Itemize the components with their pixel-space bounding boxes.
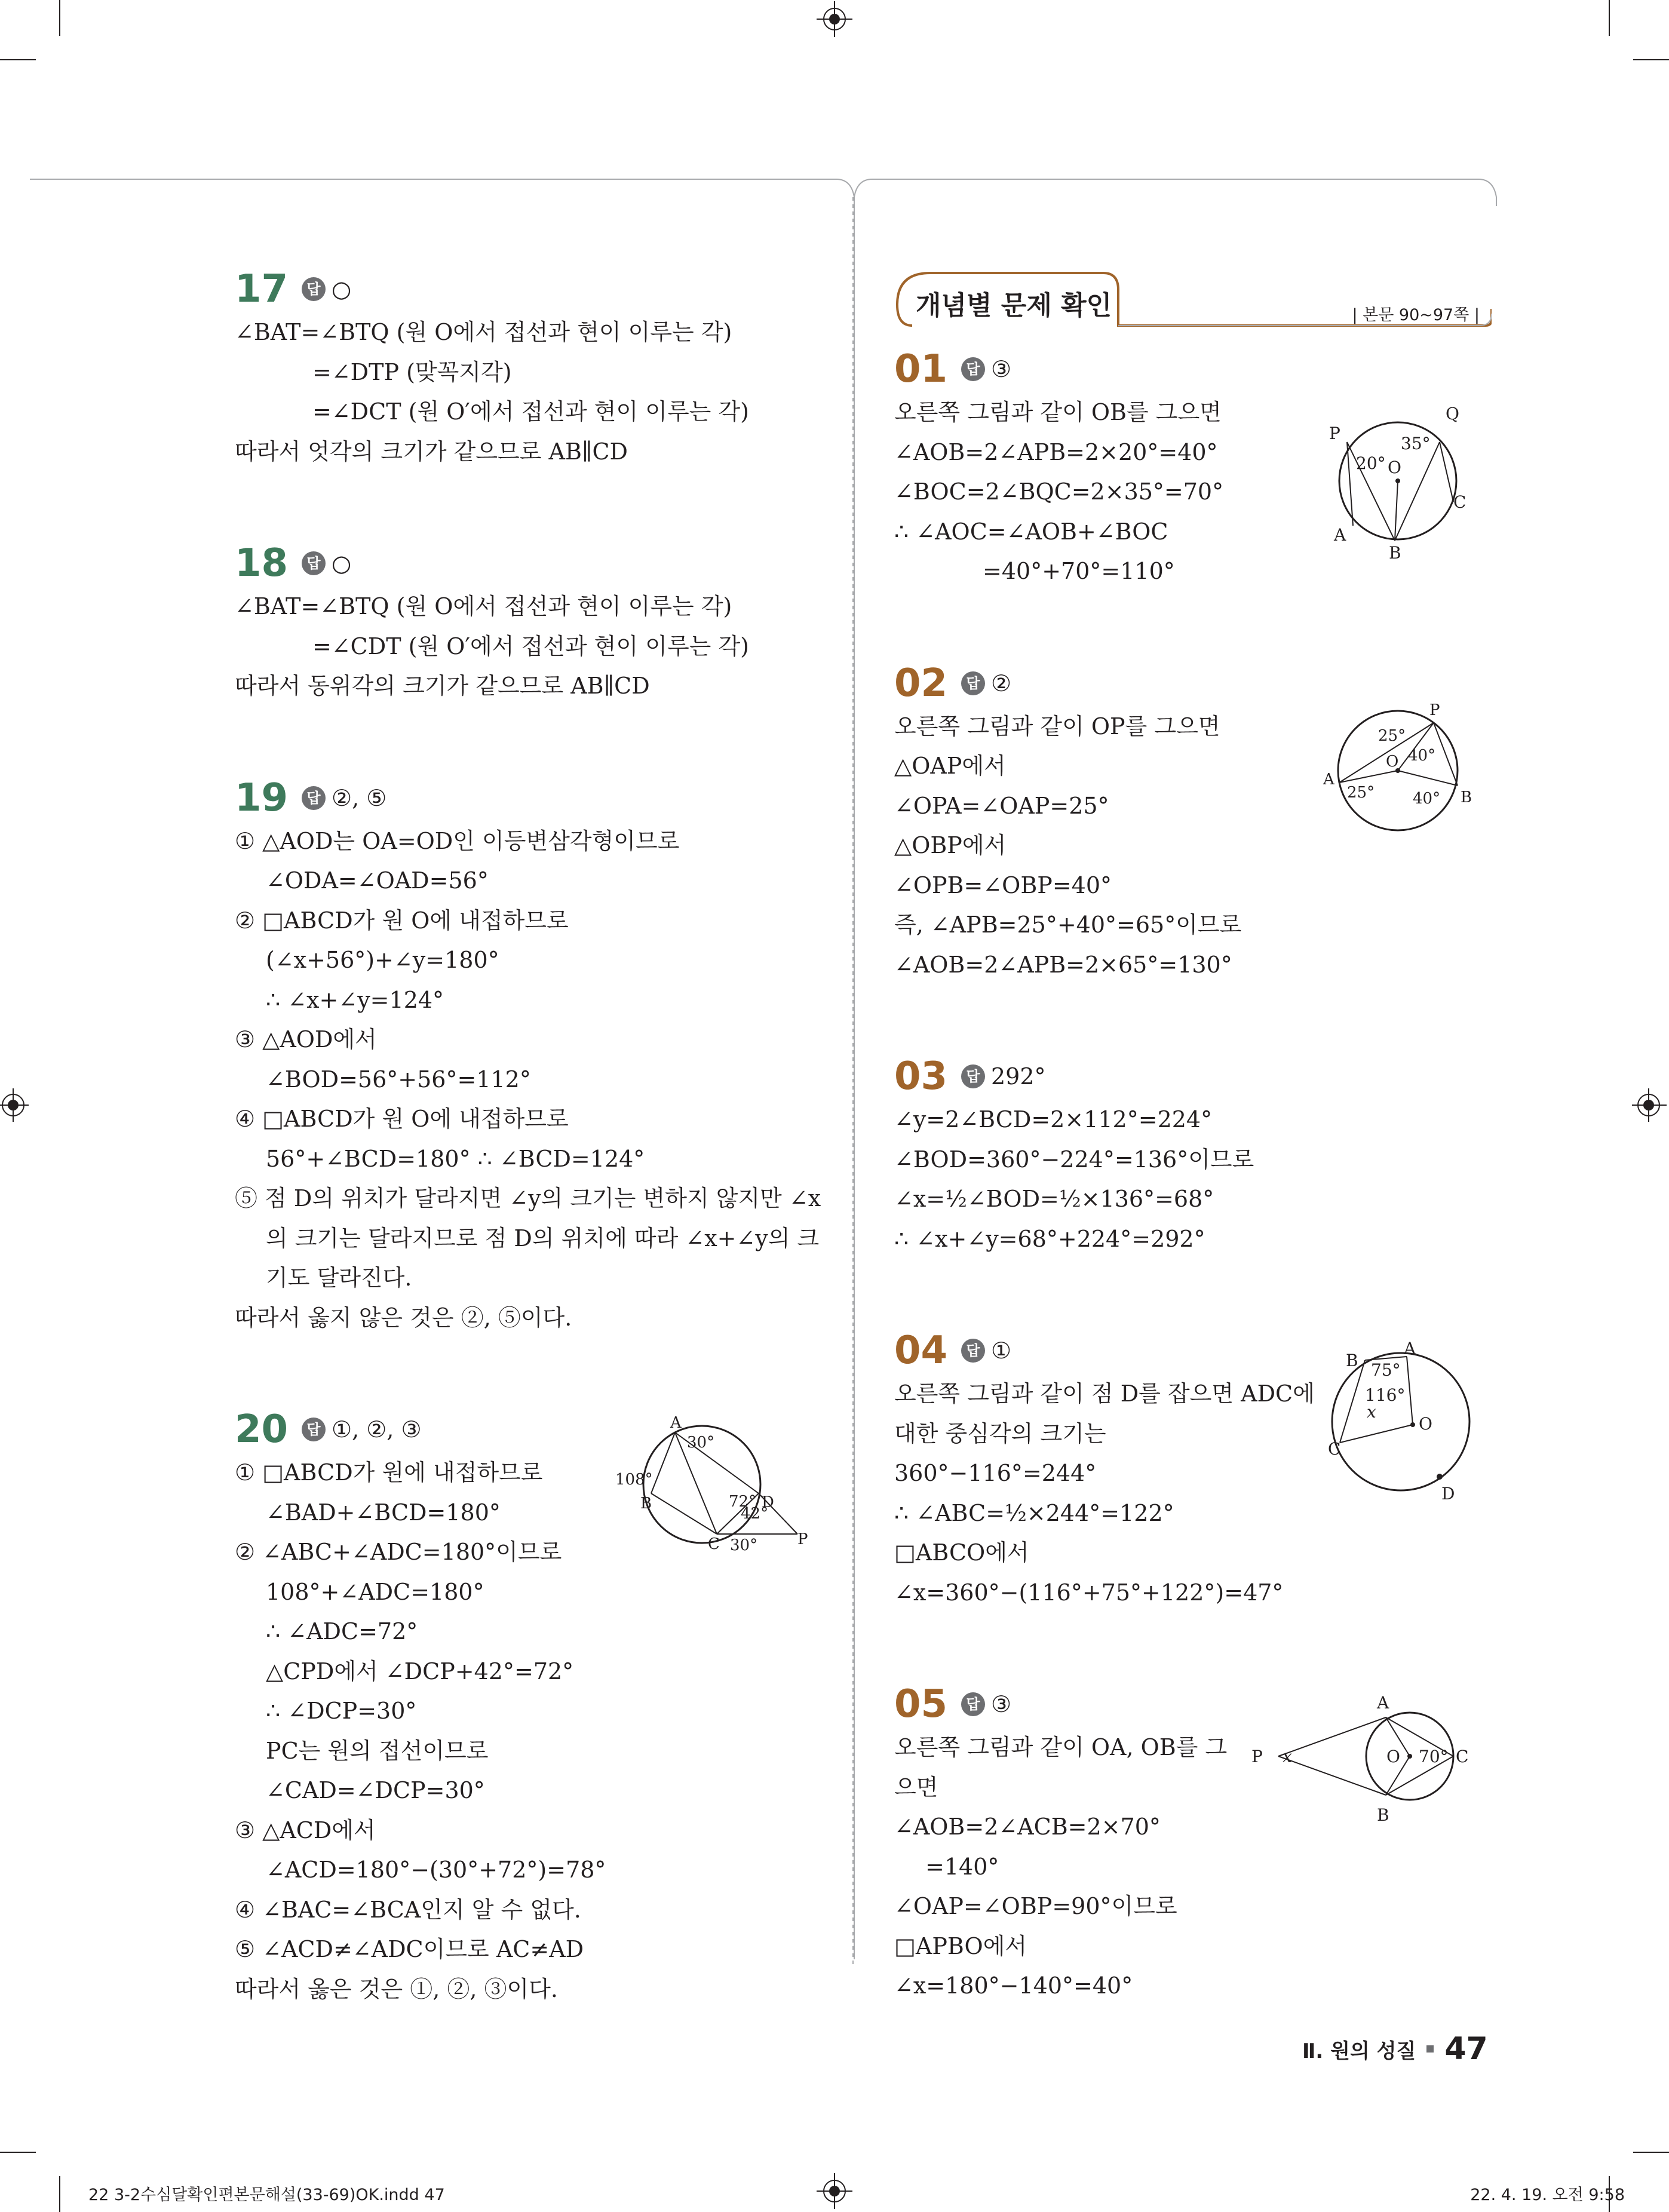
figure-label: x <box>1283 1747 1292 1766</box>
problem-number: 18 <box>235 541 289 585</box>
solution-line: ∠BAT=∠BTQ (원 O에서 접선과 현이 이루는 각) <box>235 319 732 345</box>
figure-label: A <box>1334 525 1346 545</box>
problem-18 <box>235 540 832 706</box>
solution-line: ∠ACD=180°−(30°+72°)=78° <box>266 1857 606 1883</box>
solution-line: 56°+∠BCD=180° ∴ ∠BCD=124° <box>266 1145 645 1172</box>
solution-line: ∠OAP=∠OBP=90°이므로 <box>894 1893 1177 1919</box>
answer-badge-icon: 답 <box>961 1339 985 1363</box>
figure-label: 40° <box>1408 747 1436 765</box>
solution-line: □APBO에서 <box>894 1932 1027 1959</box>
chapter-separator <box>1426 2045 1434 2053</box>
figure-label: B <box>1346 1351 1358 1370</box>
solution-line: ∴ ∠AOC=∠AOB+∠BOC <box>894 518 1168 545</box>
solution-line: ∠ODA=∠OAD=56° <box>266 867 489 894</box>
problem-header <box>235 775 832 821</box>
figure-label: 70° <box>1419 1747 1449 1766</box>
solution-line: △OAP에서 <box>894 753 1006 779</box>
figure-label: O <box>1388 458 1401 477</box>
solution-line: 의 크기는 달라지므로 점 D의 위치에 따라 ∠x+∠y의 크 <box>266 1225 820 1251</box>
solution-line: ∴ ∠ABC=½×244°=122° <box>894 1499 1174 1526</box>
answer-value: ①, ②, ③ <box>332 1416 422 1443</box>
answer-badge-icon: 답 <box>302 551 326 575</box>
solution-line: =40°+70°=110° <box>983 558 1175 584</box>
solution-line: ∠BAT=∠BTQ (원 O에서 접선과 현이 이루는 각) <box>235 593 732 619</box>
figure-label: 25° <box>1378 727 1406 745</box>
figure-01 <box>1323 406 1478 562</box>
solution-line: ∠BOC=2∠BQC=2×35°=70° <box>894 478 1224 505</box>
solution-line: ∠x=360°−(116°+75°+122°)=47° <box>894 1579 1284 1606</box>
answer-value: ① <box>991 1337 1012 1364</box>
problem-number: 19 <box>235 775 289 820</box>
solution-line: ③ △ACD에서 <box>235 1817 376 1843</box>
solution-line: 오른쪽 그림과 같이 점 D를 잡으면 ADC에 <box>894 1380 1315 1407</box>
solution-line: ∠OPB=∠OBP=40° <box>894 872 1112 898</box>
figure-label: A <box>670 1414 682 1432</box>
solution-line: 오른쪽 그림과 같이 OA, OB를 그 <box>894 1734 1228 1760</box>
problem-header <box>235 540 832 587</box>
answer-value: ○ <box>332 276 352 302</box>
solution-line: ∠AOB=2∠APB=2×20°=40° <box>894 438 1218 465</box>
solution-line: 따라서 엇각의 크기가 같으므로 AB∥CD <box>235 438 628 465</box>
solution-line: PC는 원의 접선이므로 <box>266 1737 489 1764</box>
solution-line: △CPD에서 ∠DCP+42°=72° <box>266 1658 574 1685</box>
problem-number: 20 <box>235 1407 289 1452</box>
solution-line: 360°−116°=244° <box>894 1460 1097 1486</box>
page-number: 47 <box>1444 2031 1488 2067</box>
figure-label: A <box>1323 771 1334 789</box>
figure-label: P <box>1329 424 1340 443</box>
problem-number: 04 <box>894 1329 948 1373</box>
solution-line: ∠AOB=2∠ACB=2×70° <box>894 1814 1161 1840</box>
figure-label: 20° <box>1356 453 1386 473</box>
solution-line: ∠BAD+∠BCD=180° <box>266 1499 501 1526</box>
solution-line: 즉, ∠APB=25°+40°=65°이므로 <box>894 912 1242 938</box>
answer-badge-icon: 답 <box>961 1692 985 1716</box>
solution-line: 따라서 옳은 것은 ①, ②, ③이다. <box>235 1975 559 2002</box>
problem-number: 17 <box>235 267 289 311</box>
problem-number: 05 <box>894 1682 948 1726</box>
banner-title: 개념별 문제 확인 <box>916 290 1112 321</box>
figure-label: B <box>1461 789 1472 806</box>
solution-line: =140° <box>925 1853 999 1880</box>
figure-label: 30° <box>687 1434 715 1452</box>
figure-02 <box>1323 696 1478 845</box>
figure-label: A <box>1404 1339 1416 1358</box>
figure-label: B <box>1377 1805 1389 1825</box>
answer-value: ③ <box>991 1691 1012 1717</box>
solution-line: ① □ABCD가 원에 내접하므로 <box>235 1459 543 1486</box>
figure-label: C <box>1456 1747 1469 1766</box>
solution-line: ④ □ABCD가 원 O에 내접하므로 <box>235 1106 569 1132</box>
figure-label: A <box>1377 1693 1389 1713</box>
solution-line: =∠DTP (맞꼭지각) <box>312 358 512 385</box>
solution-line: 오른쪽 그림과 같이 OB를 그으면 <box>894 399 1222 425</box>
solution-line: ∠BOD=360°−224°=136°이므로 <box>894 1146 1254 1173</box>
solution-line: ③ △AOD에서 <box>235 1026 377 1053</box>
figure-label: D <box>1441 1484 1455 1504</box>
solution-line: ① △AOD는 OA=OD인 이등변삼각형이므로 <box>235 827 680 854</box>
solution-line: ④ ∠BAC=∠BCA인지 알 수 없다. <box>235 1896 581 1923</box>
solution-line: ② □ABCD가 원 O에 내접하므로 <box>235 907 569 934</box>
figure-label: O <box>1419 1414 1432 1434</box>
print-date-label: 22. 4. 19. 오전 9:58 <box>1470 2186 1625 2204</box>
answer-badge-icon: 답 <box>961 671 985 695</box>
figure-label: C <box>1453 492 1466 512</box>
solution-line: 따라서 옳지 않은 것은 ②, ⑤이다. <box>235 1304 572 1331</box>
solution-line: ∴ ∠DCP=30° <box>266 1698 417 1724</box>
figure-label: P <box>1429 701 1440 719</box>
figure-label: B <box>1389 543 1401 562</box>
solution-line: 108°+∠ADC=180° <box>266 1578 484 1605</box>
figure-20 <box>615 1410 818 1559</box>
solution-line: 으면 <box>894 1774 938 1800</box>
figure-label: x <box>1367 1402 1376 1422</box>
page-footer <box>1302 2031 1488 2067</box>
problem-17 <box>235 266 832 471</box>
solution-line: □ABCO에서 <box>894 1539 1029 1566</box>
figure-label: C <box>1328 1439 1341 1459</box>
figure-label: 42° <box>741 1505 769 1523</box>
figure-label: Q <box>1446 406 1459 424</box>
figure-label: O <box>1386 753 1399 771</box>
figure-label: C <box>708 1535 720 1553</box>
solution-line: ② ∠ABC+∠ADC=180°이므로 <box>235 1539 562 1565</box>
solution-line: ∠x=½∠BOD=½×136°=68° <box>894 1186 1214 1212</box>
solution-line: =∠CDT (원 O′에서 접선과 현이 이루는 각) <box>312 633 749 659</box>
problem-header <box>235 266 832 312</box>
answer-badge-icon: 답 <box>961 1064 985 1088</box>
concept-banner <box>894 266 1492 339</box>
chapter-title: Ⅱ. 원의 성질 <box>1302 2039 1416 2063</box>
figure-label: 25° <box>1347 784 1375 802</box>
answer-value: ②, ⑤ <box>332 784 387 811</box>
solution-line: ⑤ 점 D의 위치가 달라지면 ∠y의 크기는 변하지 않지만 ∠x <box>235 1185 821 1211</box>
left-column <box>235 266 832 2009</box>
figure-label: D <box>762 1493 774 1511</box>
solution-line: ∠OPA=∠OAP=25° <box>894 792 1109 819</box>
problem-19 <box>235 775 832 1338</box>
figure-label: 72° <box>729 1493 757 1511</box>
problem-03 <box>894 1053 1492 1259</box>
answer-value: ○ <box>332 550 352 576</box>
solution-line: ∴ ∠x+∠y=68°+224°=292° <box>894 1225 1205 1252</box>
figure-label: 30° <box>730 1536 758 1554</box>
solution-line: ∴ ∠x+∠y=124° <box>266 986 444 1013</box>
solution-line: 대한 중심각의 크기는 <box>894 1420 1106 1447</box>
solution-line: =∠DCT (원 O′에서 접선과 현이 이루는 각) <box>312 398 749 425</box>
problem-header <box>894 1053 1492 1100</box>
problem-number: 01 <box>894 347 948 391</box>
solution-line: (∠x+56°)+∠y=180° <box>266 947 499 973</box>
figure-label: O <box>1386 1747 1400 1766</box>
figure-label: B <box>640 1495 652 1512</box>
figure-label: 35° <box>1401 434 1431 453</box>
figure-label: P <box>1251 1747 1263 1766</box>
answer-value: ② <box>991 670 1012 697</box>
figure-label: 108° <box>615 1471 653 1489</box>
solution-line: 따라서 동위각의 크기가 같으므로 AB∥CD <box>235 673 650 699</box>
solution-line: 기도 달라진다. <box>266 1265 412 1291</box>
answer-value: ③ <box>991 356 1012 382</box>
solution-line: ∴ ∠ADC=72° <box>266 1618 418 1645</box>
answer-badge-icon: 답 <box>302 786 326 810</box>
figure-label: P <box>797 1530 808 1548</box>
answer-value: 292° <box>991 1063 1046 1090</box>
figure-label: 116° <box>1365 1385 1406 1405</box>
answer-badge-icon: 답 <box>302 1418 326 1441</box>
solution-line: ∠CAD=∠DCP=30° <box>266 1777 485 1803</box>
answer-badge-icon: 답 <box>302 277 326 301</box>
problem-header <box>894 346 1492 392</box>
solution-line: ∠AOB=2∠APB=2×65°=130° <box>894 951 1232 978</box>
solution-line: ⑤ ∠ACD≠∠ADC이므로 AC≠AD <box>235 1936 584 1962</box>
problem-number: 03 <box>894 1054 948 1099</box>
solution-line: 오른쪽 그림과 같이 OP를 그으면 <box>894 713 1220 740</box>
registration-mark-top <box>817 1 852 37</box>
figure-label: 40° <box>1413 790 1441 808</box>
figure-05 <box>1245 1688 1478 1828</box>
solution-line: ∠x=180°−140°=40° <box>894 1972 1133 1999</box>
solution-line: △OBP에서 <box>894 832 1007 858</box>
figure-label: 75° <box>1371 1360 1401 1380</box>
answer-badge-icon: 답 <box>961 357 985 381</box>
print-file-label: 22 3-2수심달확인편본문해설(33-69)OK.indd 47 <box>88 2186 445 2204</box>
problem-number: 02 <box>894 661 948 705</box>
figure-04 <box>1323 1335 1478 1508</box>
solution-line: ∠y=2∠BCD=2×112°=224° <box>894 1106 1213 1133</box>
banner-page-ref: | 본문 90~97쪽 | <box>1352 306 1480 324</box>
solution-line: ∠BOD=56°+56°=112° <box>266 1066 531 1093</box>
